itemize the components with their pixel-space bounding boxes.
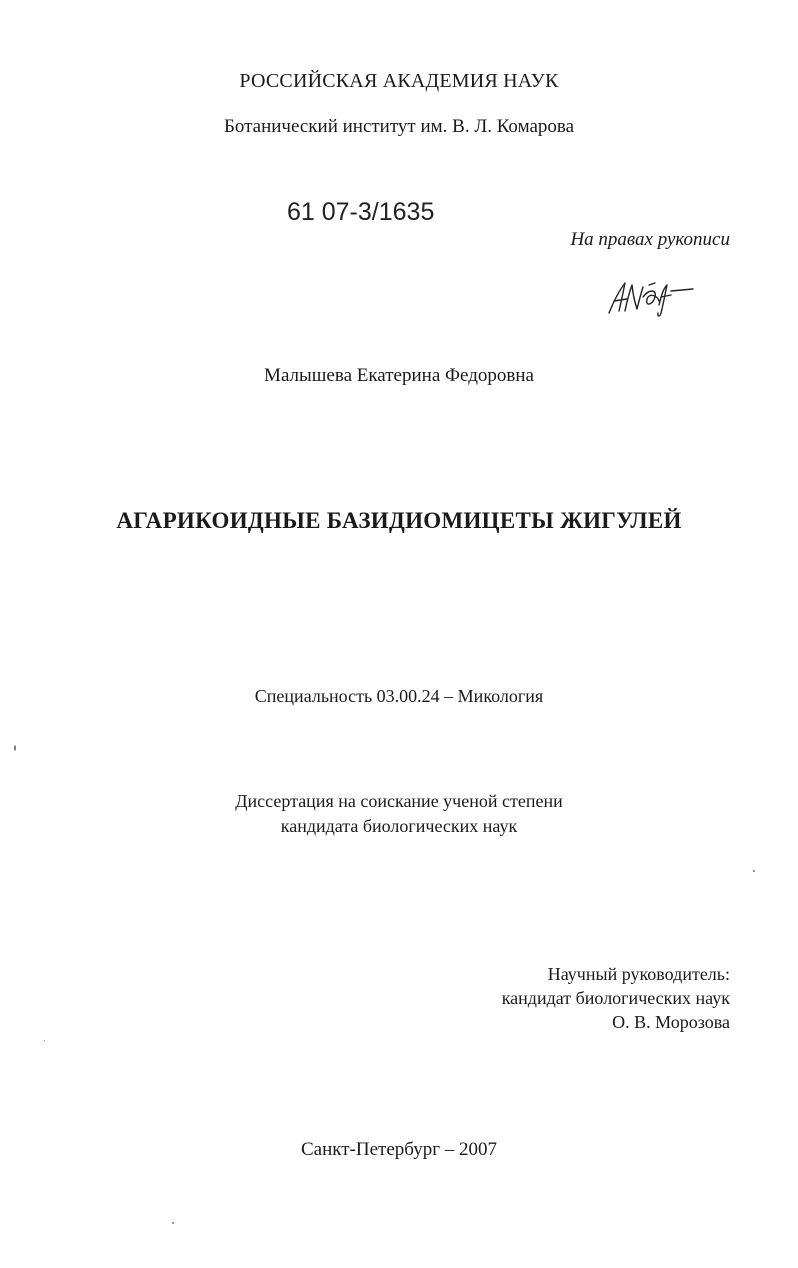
scan-speck — [14, 745, 16, 751]
city-and-year: Санкт-Петербург – 2007 — [300, 1139, 497, 1160]
dissertation-purpose-line-1: Диссертация на соискание ученой степени — [235, 791, 563, 811]
scan-speck — [753, 870, 755, 872]
supervisor-role: Научный руководитель: — [547, 964, 730, 984]
manuscript-rights-note: На правах рукописи — [570, 229, 730, 250]
dissertation-purpose-line-2: кандидата биологических наук — [280, 816, 518, 836]
author-name: Малышева Екатерина Федоровна — [264, 365, 534, 386]
signature-icon — [605, 275, 695, 320]
supervisor-degree: кандидат биологических наук — [501, 988, 730, 1008]
dissertation-title: АГАРИКОИДНЫЕ БАЗИДИОМИЦЕТЫ ЖИГУЛЕЙ — [116, 508, 682, 533]
specialty-line: Специальность 03.00.24 – Микология — [254, 686, 544, 706]
archive-code: 61 07-3/1635 — [287, 198, 435, 226]
scan-speck — [172, 1222, 174, 1224]
scan-speck — [44, 1040, 45, 1041]
supervisor-name: О. В. Морозова — [612, 1012, 730, 1032]
institute-name: Ботанический институт им. В. Л. Комарова — [223, 116, 575, 137]
organization-name: РОССИЙСКАЯ АКАДЕМИЯ НАУК — [239, 70, 559, 92]
